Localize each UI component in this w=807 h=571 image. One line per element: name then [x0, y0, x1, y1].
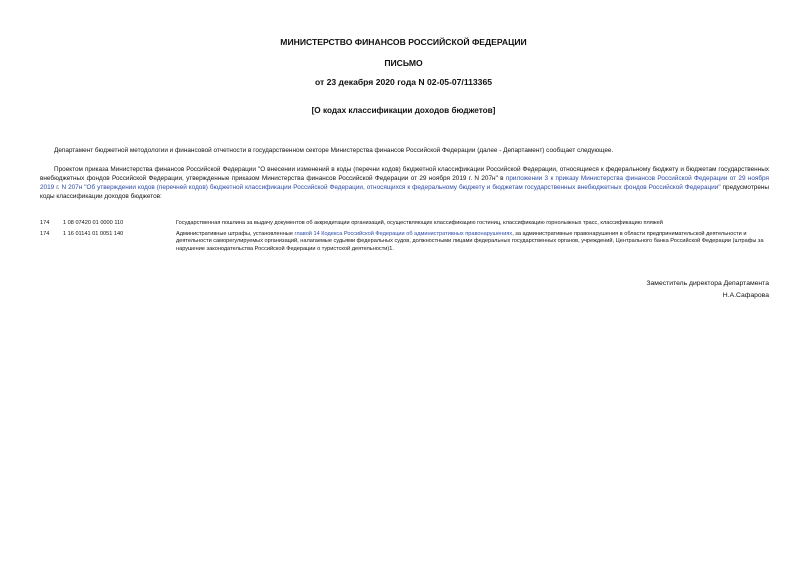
signatory-position: Заместитель директора Департамента [646, 280, 769, 287]
income-description-text-start: Административные штрафы, установленные [176, 230, 295, 237]
income-description-cell [176, 220, 769, 231]
order-appendix-link[interactable]: приложении 3 к приказу Министерства финансов Российской Федерации от 29 ноября 2019 г. N 207н "Об утверждении кодов (перечней кодов) бюджетной классификации Российской Федерации, относящихся к федеральному бюджету и бюджетам государственных внебюджетных фондов Российской Федерации" [40, 175, 769, 191]
table-row [40, 231, 769, 257]
main-paragraph-text-start: Проектом приказа Министерства финансов Российской Федерации "О внесении изменений в коды (перечни кодов) бюджетной классификации Российской Федерации, относящиеся к федеральному бюджету и бюджетам государственных внебюджетных фондов Российской Федерации, утвержденные приказом Министерства финансов Российской Федерации от 29 ноября 2019 г. N 207н" в [40, 166, 769, 182]
admin-code-cell: 174 [40, 230, 50, 237]
intro-paragraph: Департамент бюджетной методологии и финансовой отчетности в государственном секторе Министерства финансов Российской Федерации (далее - Департамент) сообщает следующее. [54, 147, 614, 154]
main-paragraph-text-end: предусмотрены коды классификации доходов бюджетов: [40, 184, 770, 200]
income-description-text-end: , за административные правонарушения в области предпринимательской деятельности и деятельности саморегулируемых организаций, налагаемые судьями федеральных судов, должностными лицами федеральных государственных органов, учреждений, Центрального банка Российской Федерации (штрафы за нарушение законодательства Российской Федерации о туристской деятельности)1. [176, 230, 764, 252]
income-codes-table [40, 220, 769, 256]
income-description-cell [176, 231, 769, 257]
document-type: ПИСЬМО [384, 58, 423, 68]
main-paragraph [40, 165, 769, 201]
income-description-text: Государственная пошлина за выдачу документов об аккредитации организаций, осуществляющих классификацию гостиниц, классификацию горнолыжных трасс, классификацию пляжей [176, 220, 663, 226]
document-subject: [О кодах классификации доходов бюджетов] [311, 106, 496, 115]
admin-code-cell: 174 [40, 220, 50, 226]
table-row [40, 220, 769, 231]
koap-chapter-14-link[interactable]: главой 14 Кодекса Российской Федерации об административных правонарушениях [294, 230, 513, 237]
signatory-name: Н.А.Сафарова [722, 292, 769, 299]
ministry-heading: МИНИСТЕРСТВО ФИНАНСОВ РОССИЙСКОЙ ФЕДЕРАЦИИ [280, 37, 527, 47]
kbk-code-cell: 1 16 01141 01 0051 140 [63, 230, 124, 237]
document-date-number: от 23 декабря 2020 года N 02-05-07/113365 [314, 77, 493, 87]
kbk-code-cell: 1 08 07420 01 0000 110 [63, 220, 124, 226]
